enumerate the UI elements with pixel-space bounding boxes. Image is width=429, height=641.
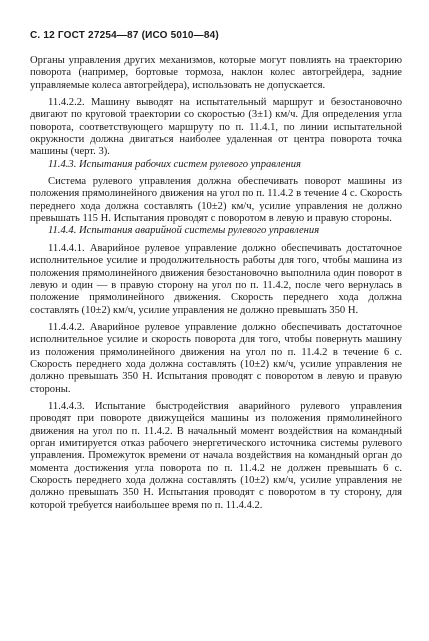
page-header: С. 12 ГОСТ 27254—87 (ИСО 5010—84) <box>30 30 219 41</box>
paragraph-11-4-2-2: 11.4.2.2. Машину выводят на испытательный маршрут и безостановочно двигают по круговой траектории со скоростью (3±1) км/ч. Для определения угла поворота, соответствующего маршруту по п. 11.4.1, по линии испытательной окружности должна двигаться наиболее удаленная от центра поворота точка машины (черт. 3). <box>30 97 402 158</box>
paragraph-11-4-4-3: 11.4.4.3. Испытание быстродействия аварийного рулевого управления проводят при повороте движущейся машины из положения прямолинейного движения на угол по п. 11.4.2. В начальный момент воздействия на командный орган имитируется отказ рабочего энергетического источника системы рулевого управления. Промежуток времени от начала воздействия на командный орган до момента достижения угла поворота по п. 11.4.2 не должен превышать 6 с. Скорость переднего хода должна составлять (10±2) км/ч, усилие управления не должно превышать 350 Н. Испытания проводят с поворотом в ту сторону, для которой требуется наибольшее время по п. 11.4.4.2. <box>30 400 402 511</box>
paragraph-other-controls: Органы управления других механизмов, которые могут повлиять на траекторию поворота (например, бортовые тормоза, наклон колес автогрейдера, задние управляемые колеса автогрейдера), использовать не допускается. <box>30 55 402 91</box>
document-page <box>30 30 402 512</box>
section-title-11-4-4: 11.4.4. Испытания аварийной системы рулевого управления <box>48 225 320 237</box>
paragraph-11-4-4-1: 11.4.4.1. Аварийное рулевое управление должно обеспечивать достаточное исполнительное усилие и продолжительность работы для того, чтобы машина из положения прямолинейного движения безостановочно выполнила один поворот в левую и один — в правую сторону на угол по п. 11.4.2, после чего вернулась в положение прямолинейного движения. Скорость переднего хода должна составлять (10±2) км/ч, усилие управления не должно превышать 350 Н. <box>30 242 402 316</box>
section-title-11-4-3: 11.4.3. Испытания рабочих систем рулевого управления <box>48 158 301 170</box>
paragraph-11-4-4-2: 11.4.4.2. Аварийное рулевое управление должно обеспечивать достаточное исполнительное усилие и скорость поворота для того, чтобы повернуть машину из положения прямолинейного движения на угол по п. 11.4.2 в течение 6 с. Скорость переднего хода должна составлять (10±2) км/ч, усилие управления не должно превышать 350 Н. Испытания проводят с поворотом в левую и правую стороны. <box>30 321 402 395</box>
paragraph-working-steering: Система рулевого управления должна обеспечивать поворот машины из положения прямолинейного движения на угол по п. 11.4.2 в течение 4 с. Скорость переднего хода должна составлять (10±2) км/ч, усилие управления не должно превышать 115 Н. Испытания проводят с поворотом в левую и правую стороны. <box>30 176 402 225</box>
